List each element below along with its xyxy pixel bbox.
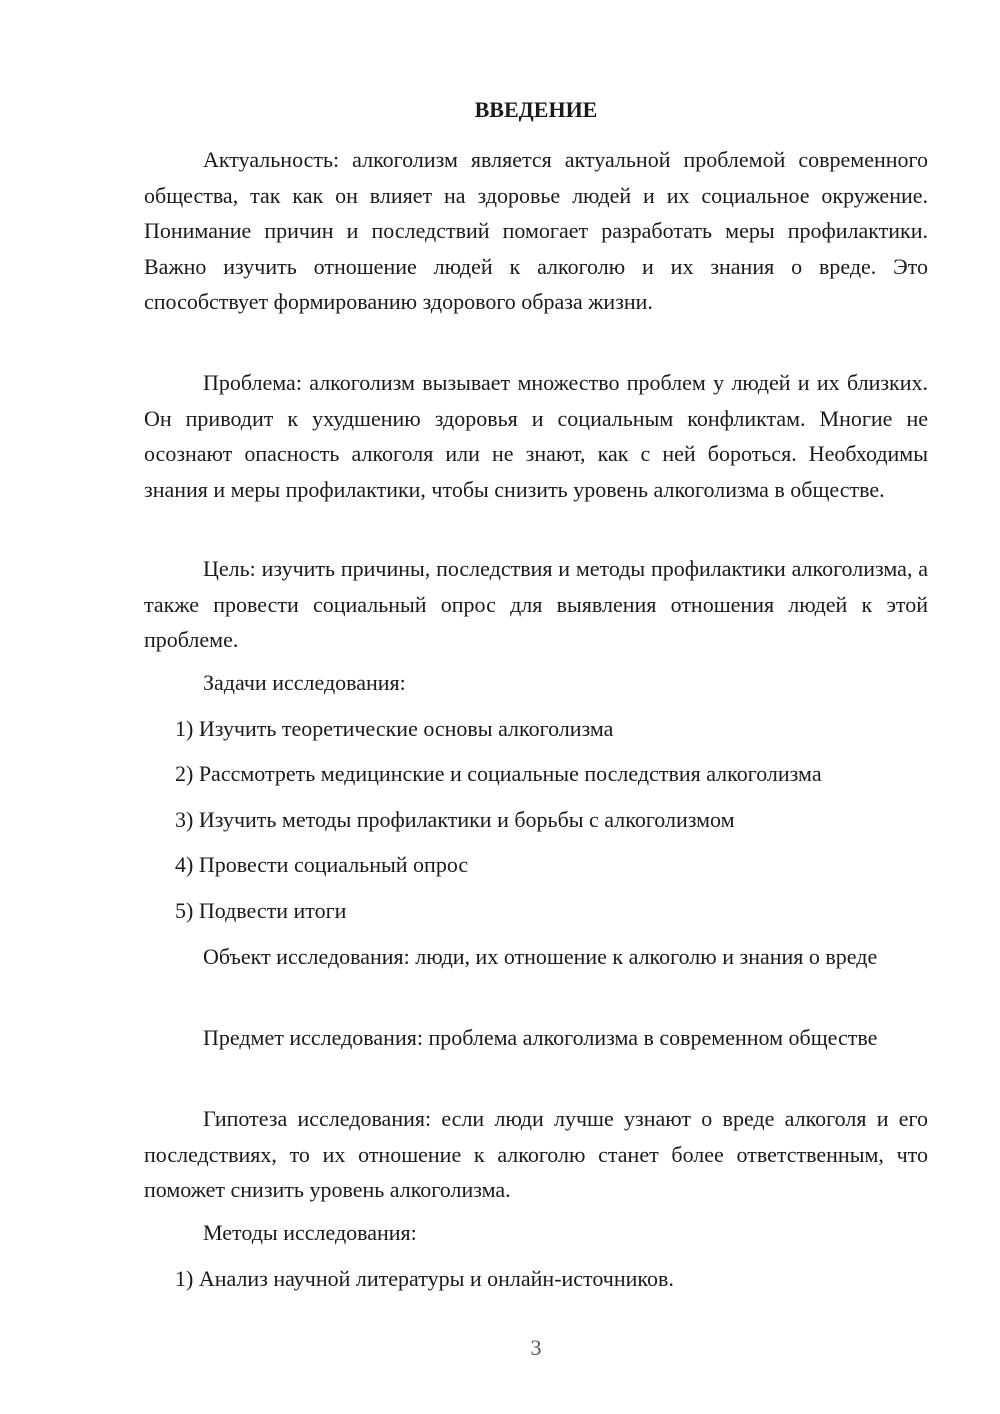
tasks-heading: Задачи исследования: [203,670,406,695]
section-title: ВВЕДЕНИЕ [474,97,598,122]
paragraph-goal: Цель: изучить причины, последствия и методы профилактики алкоголизма, а также провести социальный опрос для выявления отношения людей к этой проблеме. [144,556,928,652]
page-number: 3 [530,1335,542,1360]
task-item: 1) Изучить теоретические основы алкоголизма [175,716,614,741]
task-item: 5) Подвести итоги [175,898,347,923]
method-item: 1) Анализ научной литературы и онлайн-источников. [175,1266,674,1291]
task-item: 2) Рассмотреть медицинские и социальные последствия алкоголизма [175,761,822,786]
task-item: 3) Изучить методы профилактики и борьбы с алкоголизмом [175,807,735,832]
paragraph-object: Объект исследования: люди, их отношение к алкоголю и знания о вреде [203,944,878,969]
paragraph-hypothesis: Гипотеза исследования: если люди лучше узнают о вреде алкоголя и его последствиях, то их отношение к алкоголю станет более ответственным, что поможет снизить уровень алкоголизма. [144,1106,928,1202]
paragraph-subject: Предмет исследования: проблема алкоголизма в современном обществе [203,1025,878,1050]
paragraph-relevance: Актуальность: алкоголизм является актуальной проблемой современного общества, так как он влияет на здоровье людей и их социальное окружение. Понимание причин и последствий помогает разработать меры профилактики. Важно изучить отношение людей к алкоголю и их знания о вреде. Это способствует формированию здорового образа жизни. [144,147,928,314]
methods-heading: Методы исследования: [203,1220,417,1245]
paragraph-problem: Проблема: алкоголизм вызывает множество проблем у людей и их близких. Он приводит к ухудшению здоровья и социальным конфликтам. Многие не осознают опасность алкоголя или не знают, как с ней бороться. Необходимы знания и меры профилактики, чтобы снизить уровень алкоголизма в обществе. [144,370,928,502]
task-item: 4) Провести социальный опрос [175,852,469,877]
